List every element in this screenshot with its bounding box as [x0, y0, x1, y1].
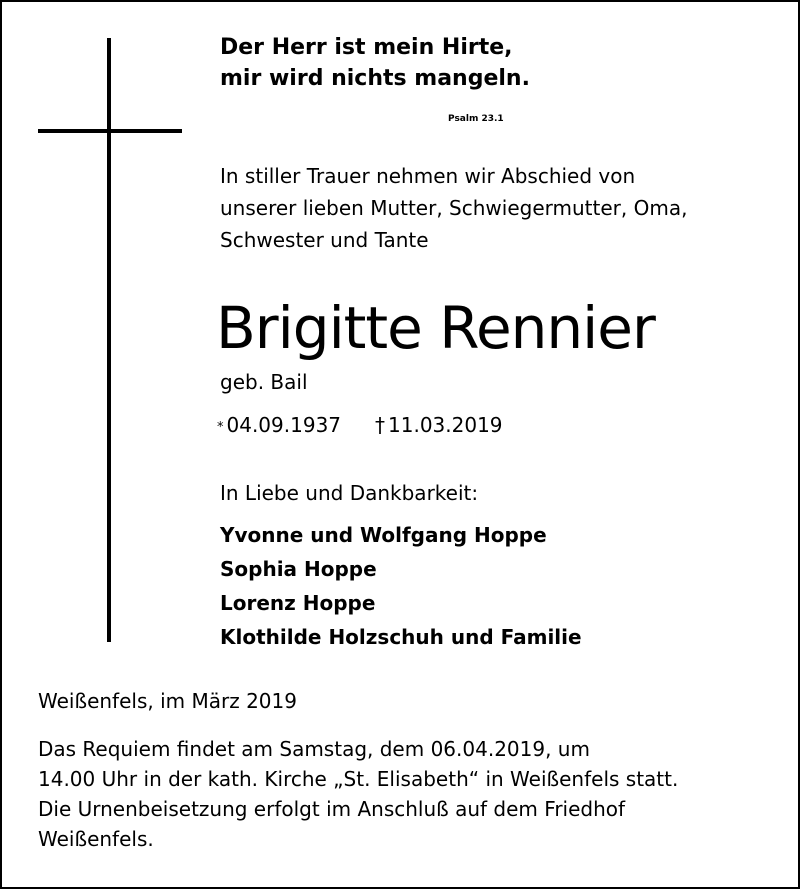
place-and-date: Weißenfels, im März 2019: [38, 689, 297, 713]
intro-line: unserer lieben Mutter, Schwiegermutter, Oma,: [220, 196, 688, 220]
birth-date: 04.09.1937: [226, 413, 342, 437]
birth-star-icon: *: [217, 420, 224, 435]
bible-verse-line: Der Herr ist mein Hirte,: [220, 35, 513, 60]
ceremony-line: Weißenfels.: [38, 827, 154, 851]
ceremony-line: 14.00 Uhr in der kath. Kirche „St. Elisabeth“ in Weißenfels statt.: [38, 767, 679, 791]
mourners-list: [220, 518, 582, 654]
mourner-name: Sophia Hoppe: [220, 557, 377, 581]
ceremony-info: [38, 734, 678, 854]
intro-line: In stiller Trauer nehmen wir Abschied von: [220, 164, 636, 188]
life-dates: [217, 410, 503, 443]
verse-source: Psalm 23.1: [448, 114, 504, 124]
ceremony-line: Die Urnenbeisetzung erfolgt im Anschluß auf dem Friedhof: [38, 797, 626, 821]
mourner-name: Klothilde Holzschuh und Familie: [220, 625, 582, 649]
death-date: 11.03.2019: [388, 413, 503, 437]
death-cross-icon: †: [375, 413, 386, 437]
deceased-name: Brigitte Rennier: [216, 294, 655, 362]
mourner-name: Yvonne und Wolfgang Hoppe: [220, 523, 547, 547]
intro-line: Schwester und Tante: [220, 228, 429, 252]
intro-text: [220, 160, 687, 256]
mourner-name: Lorenz Hoppe: [220, 591, 376, 615]
ceremony-line: Das Requiem findet am Samstag, dem 06.04.2019, um: [38, 737, 590, 761]
bible-verse: [220, 32, 530, 94]
dedication-text: In Liebe und Dankbarkeit:: [220, 481, 479, 505]
maiden-name: geb. Bail: [220, 370, 308, 394]
bible-verse-line: mir wird nichts mangeln.: [220, 66, 530, 91]
cross-horizontal-bar: [38, 129, 182, 133]
